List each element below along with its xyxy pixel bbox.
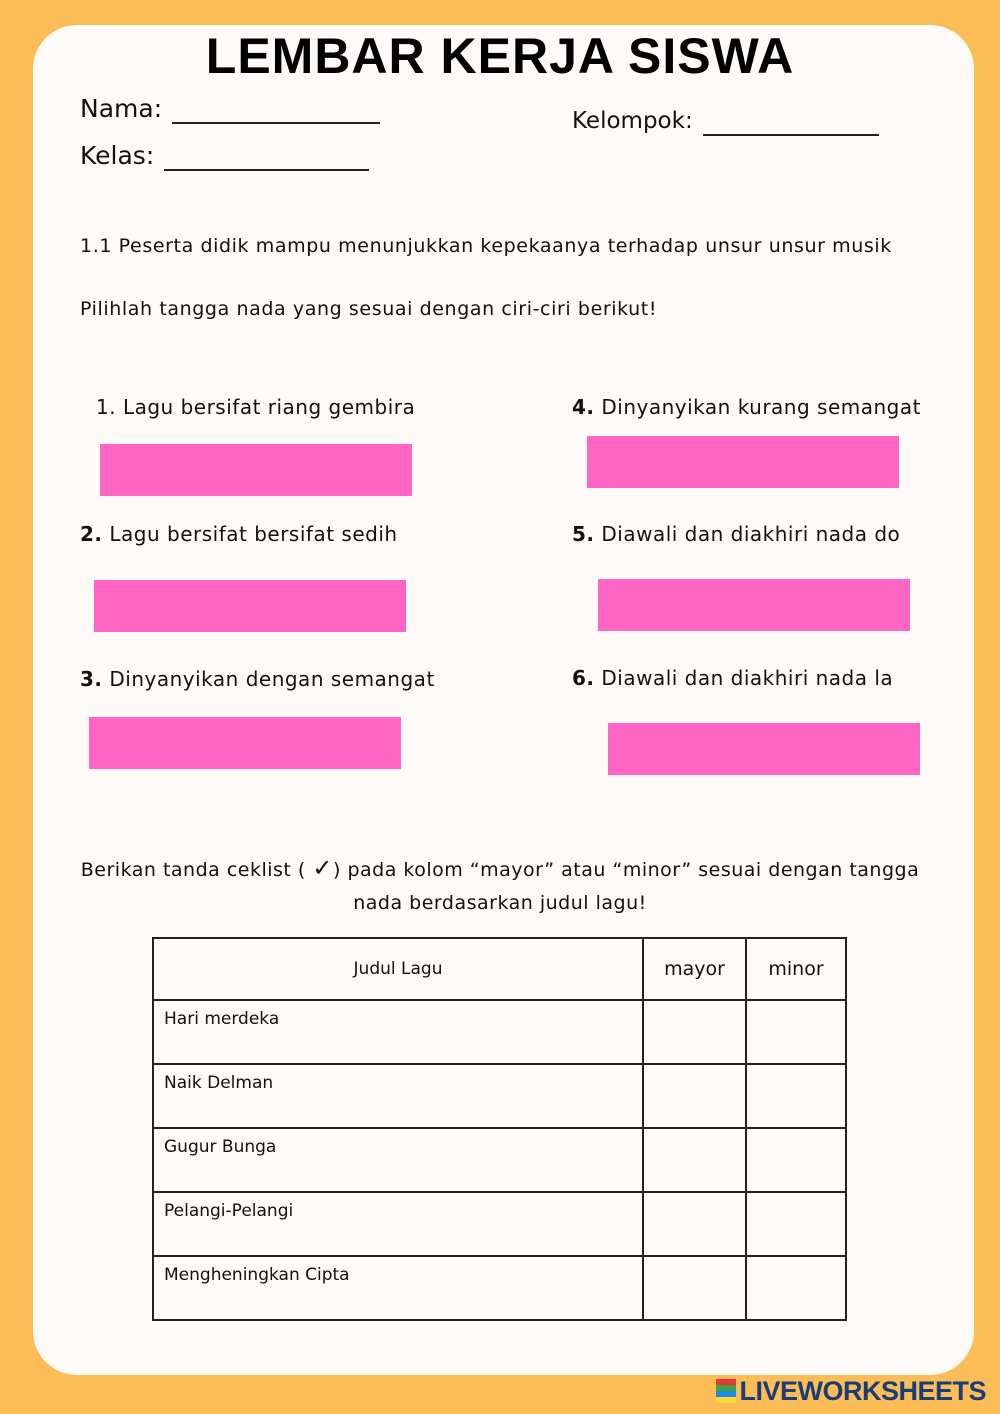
question-number: 2. <box>80 522 103 546</box>
question-3 <box>80 666 435 692</box>
group-label: Kelompok: <box>572 108 693 134</box>
instruction-text: Berikan tanda ceklist ( <box>80 859 306 881</box>
page-title: LEMBAR KERJA SISWA <box>205 28 795 84</box>
minor-cell[interactable] <box>746 1256 846 1320</box>
instruction-checklist <box>60 852 940 920</box>
question-text: Lagu bersifat bersifat sedih <box>109 522 398 546</box>
liveworksheets-logo-icon <box>716 1379 736 1403</box>
question-number: 6. <box>572 666 595 690</box>
major-cell[interactable] <box>643 1256 746 1320</box>
answer-box-1[interactable] <box>100 444 412 496</box>
table-row <box>153 1128 846 1192</box>
learning-objective: 1.1 Peserta didik mampu menunjukkan kepekaanya terhadap unsur unsur musik <box>80 235 892 257</box>
class-field <box>80 141 369 171</box>
question-6 <box>572 665 893 691</box>
question-1 <box>96 394 415 420</box>
table-row <box>153 1064 846 1128</box>
header-song-title: Judul Lagu <box>153 938 643 1000</box>
song-title: Hari merdeka <box>153 1000 643 1064</box>
class-input-line[interactable] <box>164 145 369 171</box>
table-row <box>153 1000 846 1064</box>
question-number: 1. <box>96 395 117 419</box>
question-4 <box>572 394 921 420</box>
answer-box-4[interactable] <box>587 436 899 488</box>
header-minor: minor <box>746 938 846 1000</box>
name-input-line[interactable] <box>172 98 380 124</box>
table-row <box>153 1192 846 1256</box>
question-text: Diawali dan diakhiri nada la <box>601 666 894 690</box>
major-cell[interactable] <box>643 1000 746 1064</box>
major-cell[interactable] <box>643 1192 746 1256</box>
song-title: Pelangi-Pelangi <box>153 1192 643 1256</box>
song-title: Mengheningkan Cipta <box>153 1256 643 1320</box>
question-2 <box>80 521 398 547</box>
answer-box-3[interactable] <box>89 717 401 769</box>
question-text: Diawali dan diakhiri nada do <box>601 522 901 546</box>
name-field <box>80 94 380 124</box>
question-number: 3. <box>80 667 103 691</box>
minor-cell[interactable] <box>746 1128 846 1192</box>
answer-box-5[interactable] <box>598 579 910 631</box>
class-label: Kelas: <box>80 141 155 170</box>
song-title: Gugur Bunga <box>153 1128 643 1192</box>
question-number: 4. <box>572 395 595 419</box>
question-text: Dinyanyikan kurang semangat <box>601 395 921 419</box>
major-cell[interactable] <box>643 1064 746 1128</box>
instruction-text: ) pada kolom “mayor” atau “minor” sesuai dengan tangga <box>333 859 920 881</box>
song-title: Naik Delman <box>153 1064 643 1128</box>
instruction-text: nada berdasarkan judul lagu! <box>353 892 647 914</box>
name-label: Nama: <box>80 94 163 123</box>
answer-box-6[interactable] <box>608 723 920 775</box>
liveworksheets-brand[interactable] <box>716 1376 986 1406</box>
header-major: mayor <box>643 938 746 1000</box>
table-row <box>153 1256 846 1320</box>
instruction-choose: Pilihlah tangga nada yang sesuai dengan ciri-ciri berikut! <box>80 298 658 320</box>
question-text: Lagu bersifat riang gembira <box>122 395 416 419</box>
major-cell[interactable] <box>643 1128 746 1192</box>
table-header-row <box>153 938 846 1000</box>
group-input-line[interactable] <box>703 110 879 136</box>
question-5 <box>572 521 900 547</box>
group-field <box>572 106 879 136</box>
question-number: 5. <box>572 522 595 546</box>
minor-cell[interactable] <box>746 1000 846 1064</box>
brand-text: LIVEWORKSHEETS <box>739 1376 986 1406</box>
songs-table <box>152 937 847 1321</box>
minor-cell[interactable] <box>746 1064 846 1128</box>
answer-box-2[interactable] <box>94 580 406 632</box>
question-text: Dinyanyikan dengan semangat <box>109 667 435 691</box>
minor-cell[interactable] <box>746 1192 846 1256</box>
checkmark-icon: ✓ <box>312 854 333 882</box>
